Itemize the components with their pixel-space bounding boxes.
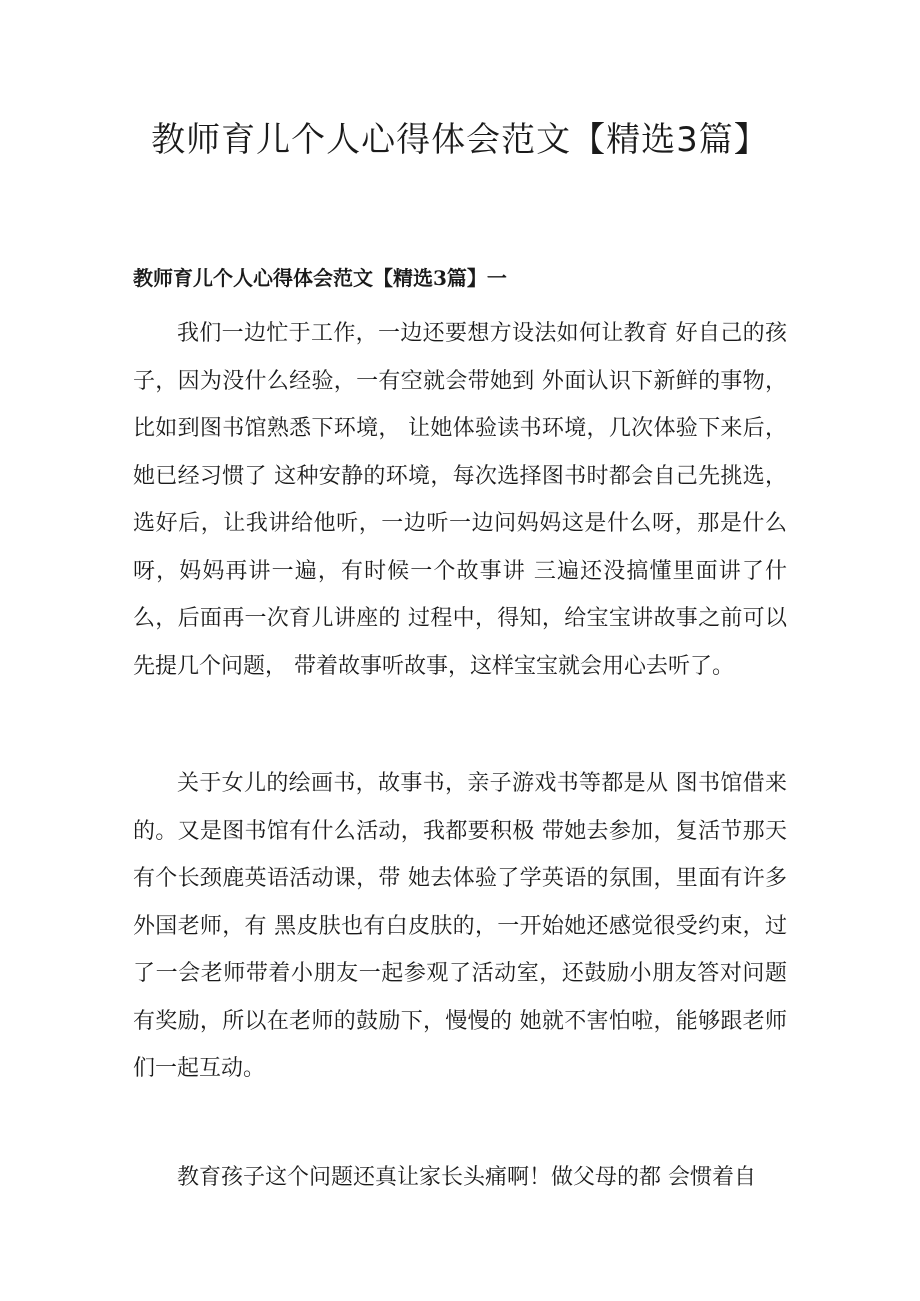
paragraph: 我们一边忙于工作，一边还要想方设法如何让教育 好自己的孩子，因为没什么经验，一有空就会带她到 外面认识下新鲜的事物，比如到图书馆熟悉下环境， 让她体验读书环境，几次体验下来后，她已经习惯了 这种安静的环境，每次选择图书时都会自己先挑选， 选好后，让我讲给他听，一边听一边问妈妈这是什么呀，那是什么呀，妈妈再讲一遍，有时候一个故事讲 三遍还没搞懂里面讲了什么，后面再一次育儿讲座的 过程中，得知，给宝宝讲故事之前可以先提几个问题， 带着故事听故事，这样宝宝就会用心去听了。 <box>133 321 787 679</box>
paragraph: 教育孩子这个问题还真让家长头痛啊！做父母的都 会惯着自 <box>177 1165 756 1190</box>
document-title: 教师育儿个人心得体会范文【精选3篇】 <box>151 120 769 160</box>
section-heading: 教师育儿个人心得体会范文【精选3篇】一 <box>133 266 507 290</box>
paragraph: 关于女儿的绘画书，故事书，亲子游戏书等都是从 图书馆借来的。又是图书馆有什么活动，我都要积极 带她去参加，复活节那天有个长颈鹿英语活动课，带 她去体验了学英语的氛围，里面有许多外国老师，有 黑皮肤也有白皮肤的，一开始她还感觉很受约束，过 了一会老师带着小朋友一起参观了活动室，还鼓励小朋友答对问题有奖励，所以在老师的鼓励下，慢慢的 她就不害怕啦，能够跟老师们一起互动。 <box>133 771 787 1081</box>
